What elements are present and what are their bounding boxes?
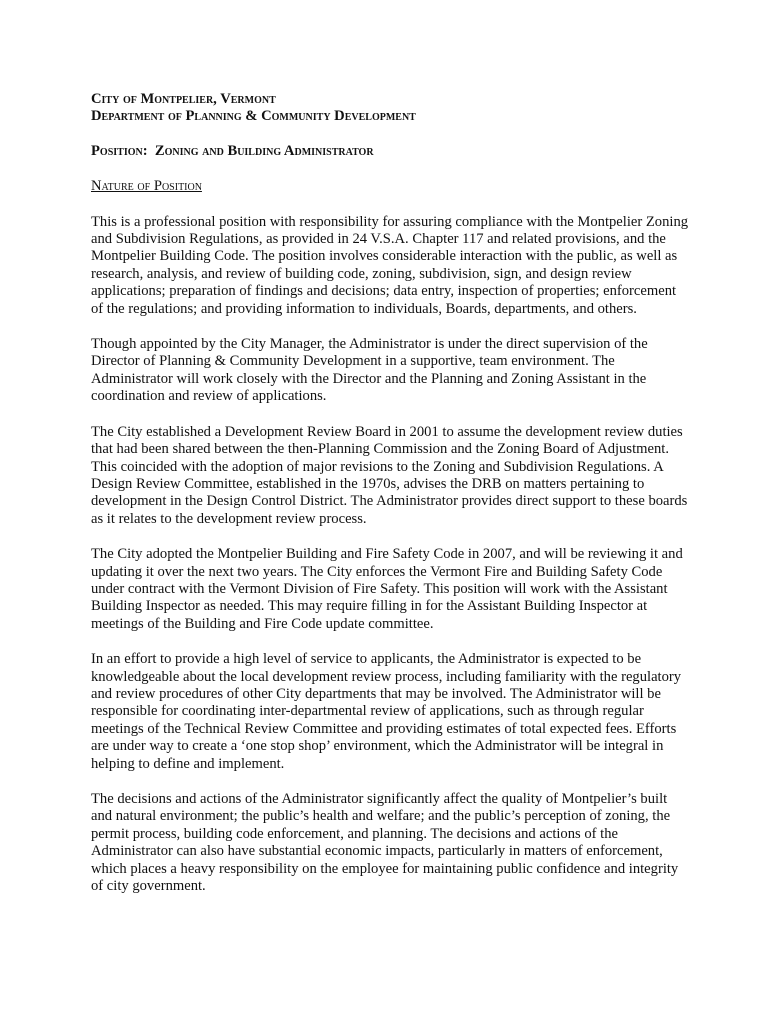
city-heading: City of Montpelier, Vermont xyxy=(91,91,276,107)
document-page xyxy=(91,91,691,895)
paragraph-5: In an effort to provide a high level of service to applicants, the Administrator is expected to be knowledgeable about the local development review process, including familiarity with the regulatory and review procedures of other City departments that may be involved. The Administrator will be responsible for coordinating inter-departmental review of applications, such as through regular meetings of the Technical Review Committee and providing estimates of total expected fees. Efforts are under way to create a ‘one stop shop’ environment, which the Administrator will be integral in helping to define and implement. xyxy=(91,651,682,772)
paragraph-3: The City established a Development Review Board in 2001 to assume the development review duties that had been shared between the then-Planning Commission and the Zoning Board of Adjustment. This coincided with the adoption of major revisions to the Zoning and Subdivision Regulations. A Design Review Committee, established in the 1970s, advises the DRB on matters pertaining to development in the Design Control District. The Administrator provides direct support to these boards as it relates to the development review process. xyxy=(91,423,688,527)
section-title: Nature of Position xyxy=(91,178,202,195)
position-label: Position: xyxy=(91,142,148,159)
paragraph-2: Though appointed by the City Manager, the Administrator is under the direct supervision of the Director of Planning & Community Development in a supportive, team environment. The Administrator will work closely with the Director and the Planning and Zoning Assistant in the coordination and review of applications. xyxy=(91,336,648,405)
paragraph-1: This is a professional position with responsibility for assuring compliance with the Montpelier Zoning and Subdivision Regulations, as provided in 24 V.S.A. Chapter 117 and related provisions, and the Montpelier Building Code. The position involves considerable interaction with the public, as well as research, analysis, and review of building code, zoning, subdivision, sign, and design review applications; preparation of findings and decisions; data entry, inspection of properties; enforcement of the regulations; and providing information to individuals, Boards, departments, and others. xyxy=(91,213,689,317)
paragraph-6: The decisions and actions of the Administrator significantly affect the quality of Montpelier’s built and natural environment; the public’s health and welfare; and the public’s perception of zoning, the permit process, building code enforcement, and planning. The decisions and actions of the Administrator can also have substantial economic impacts, particularly in matters of enforcement, which places a heavy responsibility on the employee for maintaining public confidence and integrity of city government. xyxy=(91,791,679,895)
department-heading: Department of Planning & Community Development xyxy=(91,108,416,125)
paragraph-4: The City adopted the Montpelier Building and Fire Safety Code in 2007, and will be reviewing it and updating it over the next two years. The City enforces the Vermont Fire and Building Safety Code under contract with the Vermont Division of Fire Safety. This position will work with the Assistant Building Inspector as needed. This may require filling in for the Assistant Building Inspector at meetings of the Building and Fire Code update committee. xyxy=(91,546,683,632)
position-title: Zoning and Building Administrator xyxy=(154,142,374,159)
position-heading xyxy=(91,143,691,160)
